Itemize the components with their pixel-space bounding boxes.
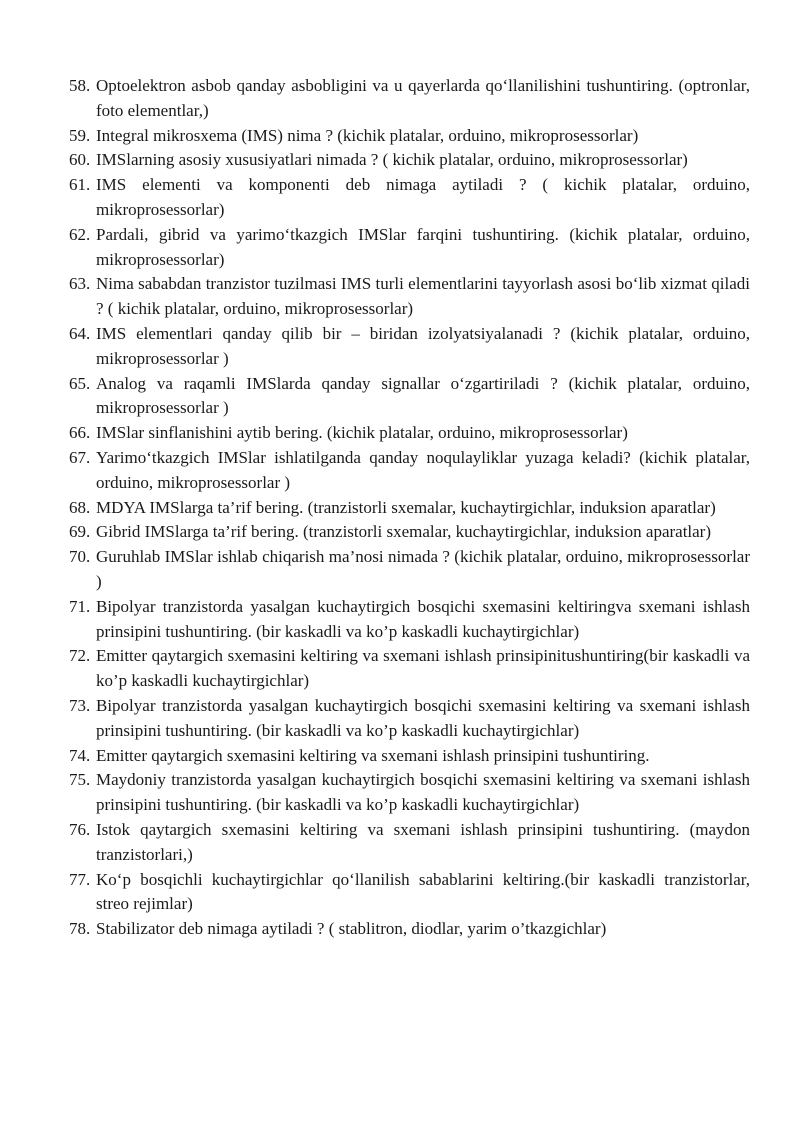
question-item	[0, 421, 750, 446]
question-item	[0, 545, 750, 595]
question-text: Pardali, gibrid va yarimo‘tkazgich IMSlar farqini tushuntiring. (kichik platalar, orduino, mikroprosessorlar)	[96, 224, 750, 269]
question-number: 60.	[69, 150, 91, 170]
question-number: 70.	[69, 547, 91, 567]
question-number: 71.	[69, 596, 91, 616]
question-item	[0, 173, 750, 223]
question-number: 59.	[69, 125, 91, 145]
question-number: 64.	[69, 323, 91, 343]
question-text: Guruhlab IMSlar ishlab chiqarish ma’nosi nimada ? (kichik platalar, orduino, mikroprosessorlar )	[96, 547, 750, 591]
question-number: 76.	[69, 819, 91, 839]
question-text: IMS elementi va komponenti deb nimaga aytiladi ? ( kichik platalar, orduino, mikroprosessorlar)	[96, 175, 750, 219]
question-text: Emitter qaytargich sxemasini keltiring va sxemani ishlash prinsipini tushuntiring.	[96, 745, 650, 765]
question-text: Optoelektron asbob qanday asbobligini va u qayerlarda qo‘llanilishini tushuntiring. (optronlar, foto elementlar,)	[96, 76, 750, 120]
question-text: Yarimo‘tkazgich IMSlar ishlatilganda qanday noqulayliklar yuzaga keladi? (kichik platalar, orduino, mikroprosessorlar )	[96, 447, 750, 492]
question-item	[0, 124, 750, 149]
question-number: 74.	[69, 745, 91, 765]
question-text: Emitter qaytargich sxemasini keltiring va sxemani ishlash prinsipinitushuntiring(bir kaskadli va ko’p kaskadli kuchaytirgichlar)	[96, 646, 750, 691]
question-text: Bipolyar tranzistorda yasalgan kuchaytirgich bosqichi sxemasini keltiringva sxemani ishlash prinsipini tushuntiring. (bir kaskadli va ko’p kaskadli kuchaytirgichlar)	[96, 596, 750, 641]
question-text: IMS elementlari qanday qilib bir – biridan izolyatsiyalanadi ? (kichik platalar, orduino, mikroprosessorlar )	[96, 323, 750, 368]
question-text: IMSlarning asosiy xususiyatlari nimada ? ( kichik platalar, orduino, mikroprosessorlar)	[96, 150, 688, 170]
question-number: 68.	[69, 497, 91, 517]
question-list	[0, 74, 800, 942]
question-text: Bipolyar tranzistorda yasalgan kuchaytirgich bosqichi sxemasini keltiring va sxemani ishlash prinsipini tushuntiring. (bir kaskadli va ko’p kaskadli kuchaytirgichlar)	[96, 695, 750, 740]
question-text: Analog va raqamli IMSlarda qanday signallar o‘zgartiriladi ? (kichik platalar, orduino, mikroprosessorlar )	[96, 373, 750, 418]
question-number: 61.	[69, 175, 91, 195]
question-text: IMSlar sinflanishini aytib bering. (kichik platalar, orduino, mikroprosessorlar)	[96, 423, 628, 443]
question-number: 75.	[69, 770, 91, 790]
question-number: 58.	[69, 76, 91, 95]
question-number: 73.	[69, 695, 91, 715]
question-item	[0, 644, 750, 694]
question-text: Ko‘p bosqichli kuchaytirgichlar qo‘llanilish sabablarini keltiring.(bir kaskadli tranzistorlar, streo rejimlar)	[96, 869, 750, 914]
question-number: 63.	[69, 274, 91, 294]
question-item	[0, 496, 750, 521]
question-item	[0, 223, 750, 273]
question-item	[0, 74, 750, 124]
question-number: 66.	[69, 423, 91, 443]
question-text: Maydoniy tranzistorda yasalgan kuchaytirgich bosqichi sxemasini keltiring va sxemani ishlash prinsipini tushuntiring. (bir kaskadli va ko’p kaskadli kuchaytirgichlar)	[96, 770, 750, 815]
question-text: Istok qaytargich sxemasini keltiring va sxemani ishlash prinsipini tushuntiring. (maydon tranzistorlari,)	[96, 819, 750, 864]
question-item	[0, 917, 750, 942]
question-item	[0, 818, 750, 868]
question-text: Stabilizator deb nimaga aytiladi ? ( stablitron, diodlar, yarim o’tkazgichlar)	[96, 919, 607, 939]
question-number: 67.	[69, 447, 91, 467]
question-item	[0, 322, 750, 372]
question-item	[0, 372, 750, 422]
question-item	[0, 148, 750, 173]
question-item	[0, 868, 750, 918]
question-number: 77.	[69, 869, 91, 889]
question-text: Nima sababdan tranzistor tuzilmasi IMS turli elementlarini tayyorlash asosi bo‘lib xizmat qiladi ? ( kichik platalar, orduino, mikroprosessorlar)	[96, 274, 750, 319]
question-item	[0, 694, 750, 744]
question-item	[0, 768, 750, 818]
question-item	[0, 272, 750, 322]
question-item	[0, 446, 750, 496]
question-text: MDYA IMSlarga ta’rif bering. (tranzistorli sxemalar, kuchaytirgichlar, induksion aparatlar)	[96, 497, 716, 517]
question-item	[0, 744, 750, 769]
question-item	[0, 520, 750, 545]
question-item	[0, 595, 750, 645]
question-number: 62.	[69, 224, 91, 244]
question-text: Gibrid IMSlarga ta’rif bering. (tranzistorli sxemalar, kuchaytirgichlar, induksion aparatlar)	[96, 522, 712, 542]
question-number: 65.	[69, 373, 91, 393]
question-number: 78.	[69, 919, 91, 939]
question-text: Integral mikrosxema (IMS) nima ? (kichik platalar, orduino, mikroprosessorlar)	[96, 125, 639, 145]
question-number: 72.	[69, 646, 91, 666]
question-number: 69.	[69, 522, 91, 542]
document-page	[0, 74, 800, 942]
